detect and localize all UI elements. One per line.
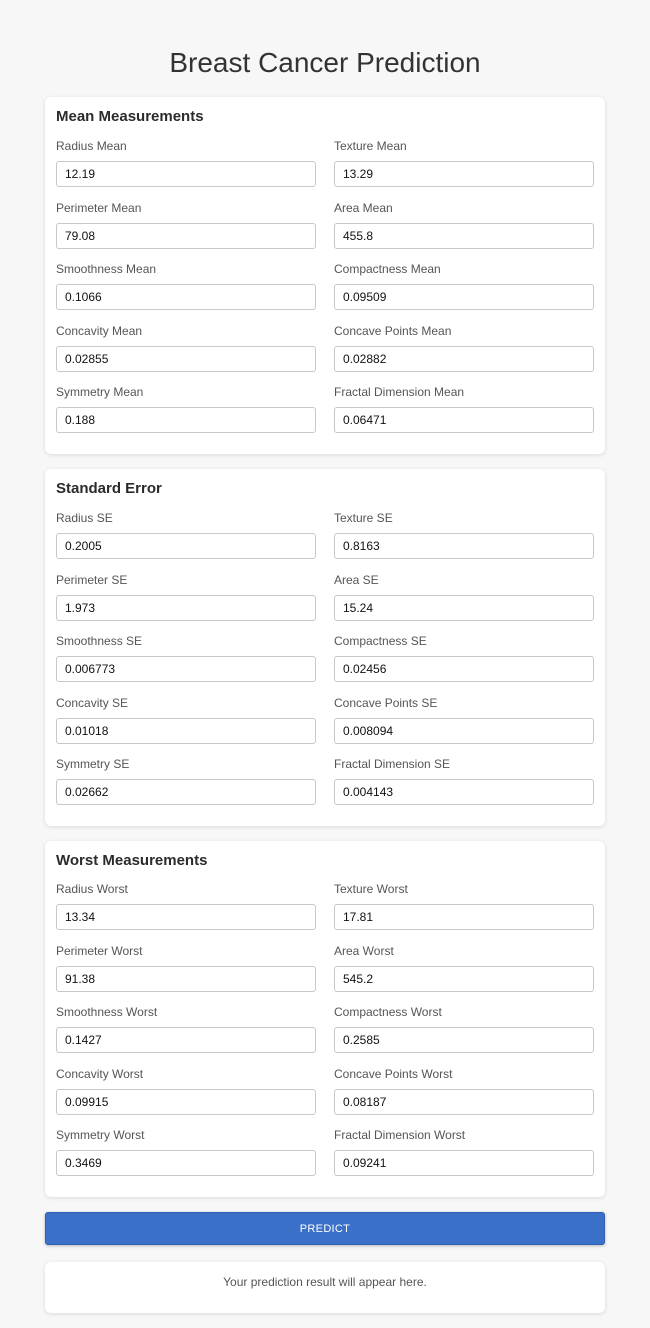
page-title: Breast Cancer Prediction xyxy=(169,47,481,78)
concave-points-mean-input[interactable] xyxy=(334,346,594,372)
field-label: Symmetry Mean xyxy=(56,385,144,399)
area-mean-input[interactable] xyxy=(334,223,594,249)
fractal-dimension-se-input[interactable] xyxy=(334,779,594,805)
field-fractal-dimension-se xyxy=(334,757,594,805)
perimeter-mean-input[interactable] xyxy=(56,223,316,249)
concave-points-se-input[interactable] xyxy=(334,718,594,744)
field-label: Texture SE xyxy=(334,511,393,525)
field-area-se xyxy=(334,573,594,621)
texture-se-input[interactable] xyxy=(334,533,594,559)
perimeter-se-input[interactable] xyxy=(56,595,316,621)
field-radius-mean xyxy=(56,139,316,187)
field-label: Compactness SE xyxy=(334,634,427,648)
field-smoothness-se xyxy=(56,634,316,682)
field-concavity-mean xyxy=(56,324,316,372)
field-label: Concave Points SE xyxy=(334,696,438,710)
concavity-se-input[interactable] xyxy=(56,718,316,744)
field-concavity-se xyxy=(56,696,316,744)
field-smoothness-worst xyxy=(56,1005,316,1053)
field-label: Concavity Mean xyxy=(56,324,143,338)
field-area-worst xyxy=(334,944,594,992)
field-label: Concavity SE xyxy=(56,696,129,710)
field-label: Symmetry Worst xyxy=(56,1128,145,1142)
field-concavity-worst xyxy=(56,1067,316,1115)
concavity-mean-input[interactable] xyxy=(56,346,316,372)
field-label: Perimeter Worst xyxy=(56,944,143,958)
field-label: Smoothness SE xyxy=(56,634,143,648)
field-label: Compactness Worst xyxy=(334,1005,442,1019)
compactness-se-input[interactable] xyxy=(334,656,594,682)
area-se-input[interactable] xyxy=(334,595,594,621)
field-label: Perimeter Mean xyxy=(56,201,142,215)
symmetry-worst-input[interactable] xyxy=(56,1150,316,1176)
field-texture-se xyxy=(334,511,594,559)
field-fractal-dimension-mean xyxy=(334,385,594,433)
field-symmetry-se xyxy=(56,757,316,805)
concave-points-worst-input[interactable] xyxy=(334,1089,594,1115)
field-label: Concave Points Mean xyxy=(334,324,452,338)
texture-mean-input[interactable] xyxy=(334,161,594,187)
field-label: Concave Points Worst xyxy=(334,1067,453,1081)
field-label: Radius SE xyxy=(56,511,113,525)
field-texture-worst xyxy=(334,882,594,930)
field-texture-mean xyxy=(334,139,594,187)
field-label: Radius Worst xyxy=(56,882,128,896)
radius-mean-input[interactable] xyxy=(56,161,316,187)
section-standard-error xyxy=(45,469,605,826)
perimeter-worst-input[interactable] xyxy=(56,966,316,992)
field-smoothness-mean xyxy=(56,262,316,310)
predict-button[interactable]: PREDICT xyxy=(45,1212,605,1245)
field-concave-points-worst xyxy=(334,1067,594,1115)
smoothness-mean-input[interactable] xyxy=(56,284,316,310)
smoothness-worst-input[interactable] xyxy=(56,1027,316,1053)
texture-worst-input[interactable] xyxy=(334,904,594,930)
section-title: Mean Measurements xyxy=(56,108,204,125)
field-compactness-worst xyxy=(334,1005,594,1053)
fractal-dimension-mean-input[interactable] xyxy=(334,407,594,433)
section-title: Standard Error xyxy=(56,480,162,497)
field-compactness-mean xyxy=(334,262,594,310)
fractal-dimension-worst-input[interactable] xyxy=(334,1150,594,1176)
field-label: Fractal Dimension Mean xyxy=(334,385,465,399)
field-area-mean xyxy=(334,201,594,249)
field-label: Area SE xyxy=(334,573,379,587)
field-radius-worst xyxy=(56,882,316,930)
field-label: Area Mean xyxy=(334,201,393,215)
field-label: Area Worst xyxy=(334,944,394,958)
section-worst-measurements xyxy=(45,841,605,1197)
field-concave-points-se xyxy=(334,696,594,744)
field-compactness-se xyxy=(334,634,594,682)
compactness-mean-input[interactable] xyxy=(334,284,594,310)
field-label: Compactness Mean xyxy=(334,262,441,276)
section-mean-measurements xyxy=(45,97,605,454)
radius-worst-input[interactable] xyxy=(56,904,316,930)
compactness-worst-input[interactable] xyxy=(334,1027,594,1053)
concavity-worst-input[interactable] xyxy=(56,1089,316,1115)
field-label: Smoothness Worst xyxy=(56,1005,158,1019)
field-perimeter-mean xyxy=(56,201,316,249)
field-label: Concavity Worst xyxy=(56,1067,144,1081)
prediction-result: Your prediction result will appear here. xyxy=(45,1262,605,1313)
field-perimeter-se xyxy=(56,573,316,621)
field-perimeter-worst xyxy=(56,944,316,992)
field-symmetry-worst xyxy=(56,1128,316,1176)
field-label: Radius Mean xyxy=(56,139,127,153)
field-radius-se xyxy=(56,511,316,559)
field-label: Texture Worst xyxy=(334,882,408,896)
field-symmetry-mean xyxy=(56,385,316,433)
field-label: Fractal Dimension Worst xyxy=(334,1128,466,1142)
radius-se-input[interactable] xyxy=(56,533,316,559)
field-concave-points-mean xyxy=(334,324,594,372)
symmetry-mean-input[interactable] xyxy=(56,407,316,433)
section-title: Worst Measurements xyxy=(56,852,208,869)
smoothness-se-input[interactable] xyxy=(56,656,316,682)
field-label: Fractal Dimension SE xyxy=(334,757,451,771)
field-label: Symmetry SE xyxy=(56,757,130,771)
field-label: Texture Mean xyxy=(334,139,407,153)
area-worst-input[interactable] xyxy=(334,966,594,992)
field-fractal-dimension-worst xyxy=(334,1128,594,1176)
field-label: Smoothness Mean xyxy=(56,262,157,276)
field-label: Perimeter SE xyxy=(56,573,128,587)
symmetry-se-input[interactable] xyxy=(56,779,316,805)
